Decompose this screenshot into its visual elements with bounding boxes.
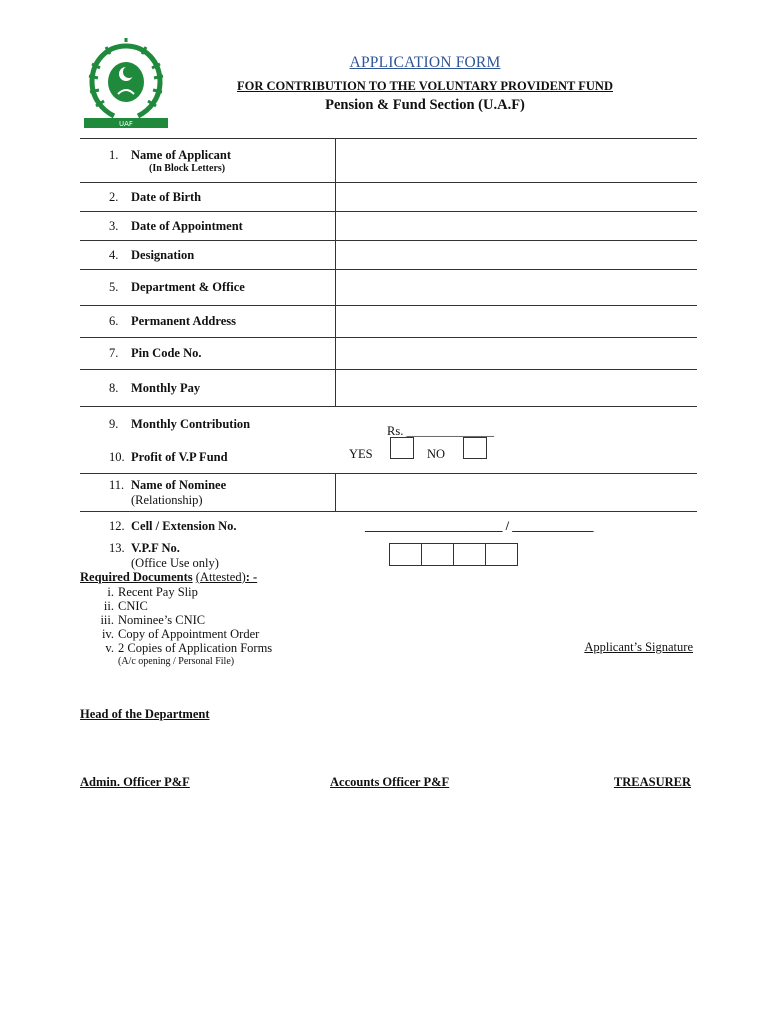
row-label: 9. Monthly Contribution [109, 416, 251, 431]
row-label: 11. Name of Nominee (Relationship) [80, 474, 335, 511]
admin-officer: Admin. Officer P&F [80, 775, 190, 789]
row-monthly-contribution [80, 407, 697, 441]
rs-blank: Rs. ______________ [387, 424, 494, 438]
section-name: Pension & Fund Section (U.A.F) [325, 97, 525, 113]
required-documents [80, 570, 272, 667]
profit-vp-fund-field [335, 441, 697, 473]
row-name-of-nominee [80, 474, 697, 512]
document-item: iv. Copy of Appointment Order [101, 627, 260, 641]
cell-extension-blank: ______________________ / _____________ [365, 519, 594, 533]
vpf-digit-box[interactable] [421, 543, 454, 566]
yes-checkbox[interactable] [390, 437, 414, 459]
vpf-digit-box[interactable] [453, 543, 486, 566]
accounts-officer: Accounts Officer P&F [330, 775, 450, 789]
name-of-nominee-field[interactable] [335, 474, 697, 511]
row-label: 13. V.P.F No. (Office Use only) [80, 540, 335, 572]
vpf-no-field [335, 540, 697, 572]
row-sublabel: (In Block Letters) [149, 162, 226, 174]
row-vpf-no [80, 540, 697, 572]
row-name-of-applicant [80, 138, 697, 183]
row-monthly-pay [80, 370, 697, 407]
permanent-address-field[interactable] [335, 306, 697, 337]
row-label: 8. Monthly Pay [109, 380, 201, 395]
document-item: v. 2 Copies of Application Forms [105, 641, 273, 655]
row-label: 4. Designation [109, 247, 195, 262]
row-date-of-birth [80, 183, 697, 212]
monthly-pay-field[interactable] [335, 370, 697, 406]
form-subtitle: FOR CONTRIBUTION TO THE VOLUNTARY PROVIDENT FUND [237, 79, 613, 93]
pin-code-field[interactable] [335, 338, 697, 369]
logo-text: UAF [119, 120, 133, 128]
row-permanent-address [80, 306, 697, 338]
row-label: 12. Cell / Extension No. [109, 518, 237, 533]
required-documents-heading: Required Documents (Attested): - [80, 570, 258, 584]
treasurer: TREASURER [613, 775, 691, 789]
document-note: (A/c opening / Personal File) [118, 656, 235, 667]
date-of-appointment-field[interactable] [335, 212, 697, 240]
row-designation [80, 241, 697, 270]
form-title: APPLICATION FORM [349, 54, 501, 71]
applicant-signature: Applicant’s Signature [584, 640, 693, 654]
vpf-digit-box[interactable] [389, 543, 422, 566]
monthly-contribution-field[interactable] [335, 407, 697, 441]
row-pin-code [80, 338, 697, 370]
yes-label: YES [349, 447, 373, 461]
cell-extension-field[interactable] [335, 512, 697, 540]
no-checkbox[interactable] [463, 437, 487, 459]
row-label: 7. Pin Code No. [109, 346, 202, 360]
application-form-table [80, 138, 697, 572]
row-department-office [80, 270, 697, 306]
document-item: iii. Nominee’s CNIC [100, 613, 206, 627]
designation-field[interactable] [335, 241, 697, 269]
document-item: ii. CNIC [103, 599, 148, 613]
department-office-field[interactable] [335, 270, 697, 305]
date-of-birth-field[interactable] [335, 183, 697, 211]
document-item: i. Recent Pay Slip [107, 585, 198, 599]
uaf-logo [80, 38, 172, 130]
row-label: 10. Profit of V.P Fund [109, 449, 228, 464]
row-profit-vp-fund [80, 441, 697, 474]
row-label: 2. Date of Birth [109, 189, 202, 204]
row-label: 6. Permanent Address [109, 314, 236, 328]
name-of-applicant-field[interactable] [335, 139, 697, 182]
row-label: 1. Name of Applicant (In Block Letters) [80, 139, 335, 182]
row-sublabel: (Office Use only) [131, 556, 219, 570]
vpf-digit-boxes [390, 543, 518, 566]
row-label: 5. Department & Office [109, 280, 245, 294]
row-sublabel: (Relationship) [131, 492, 203, 507]
vpf-digit-box[interactable] [485, 543, 518, 566]
row-cell-extension [80, 512, 697, 540]
row-label: 3. Date of Appointment [109, 218, 243, 233]
head-of-department: Head of the Department [80, 707, 210, 721]
no-label: NO [427, 447, 446, 461]
row-date-of-appointment [80, 212, 697, 241]
